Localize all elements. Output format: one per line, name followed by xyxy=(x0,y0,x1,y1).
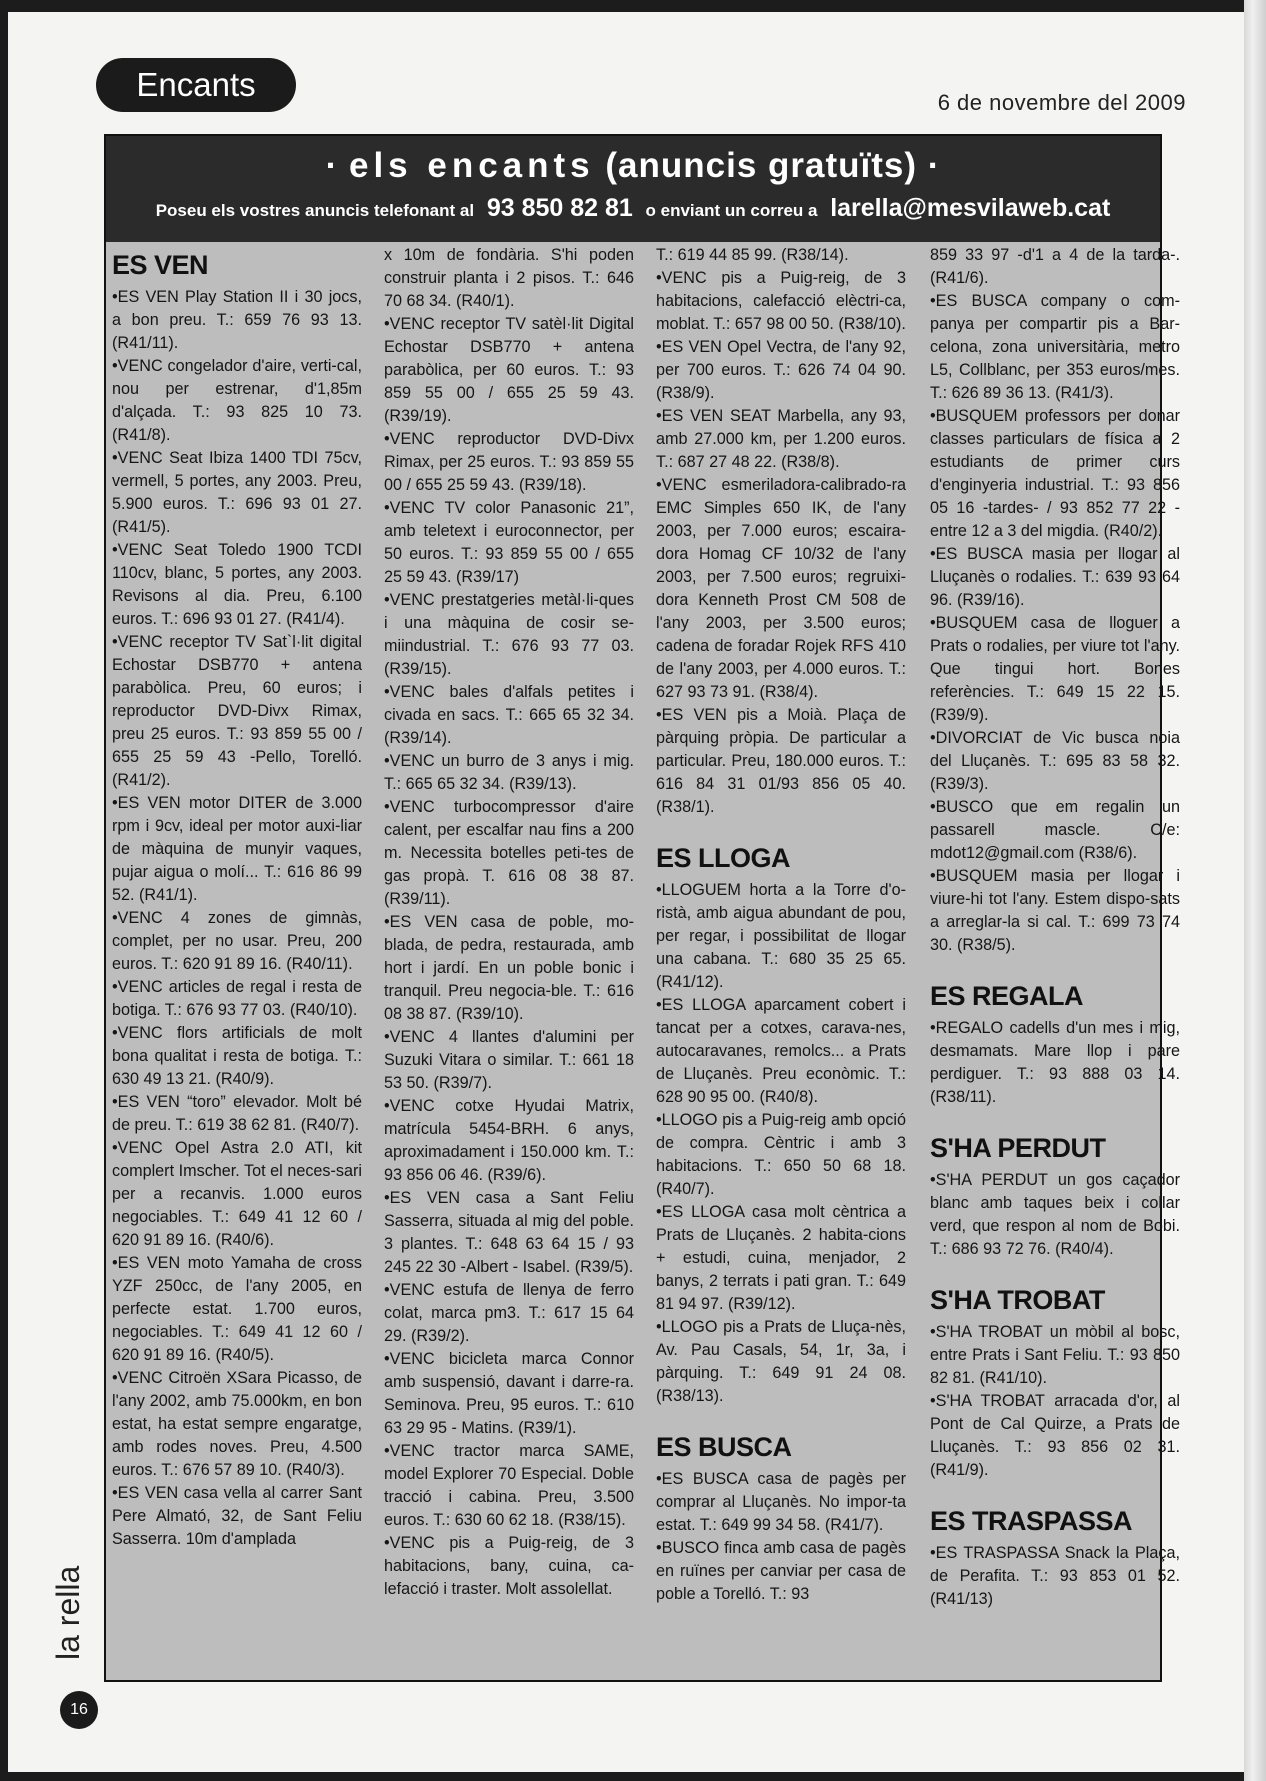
classified-ad: •BUSQUEM casa de lloguer a Prats o rodalies, per viure tot l'any. Que tingui hort. Bones referències. T.: 649 15 22 15. (R39/9). xyxy=(930,614,1180,724)
classified-ad: •BUSQUEM masia per llogar i viure-hi tot l'any. Estem dispo-sats a arreglar-la si cal. T.: 699 73 74 30. (R38/5). xyxy=(930,867,1180,954)
classified-ad: •VENC receptor TV Sat`l·lit digital Echostar DSB770 + antena parabòlica. Preu, 60 euros; i reproductor DVD-Divx Rimax, preu 25 euros. T.: 93 859 55 00 / 655 25 59 43 -Pello, Torelló. (R41/2). xyxy=(112,633,362,789)
classified-ad: x 10m de fondària. S'hi poden construir planta i 2 pisos. T.: 646 70 68 34. (R40/1). xyxy=(384,246,634,310)
category-heading: ES TRASPASSA xyxy=(930,1506,1133,1536)
classified-ad: •VENC tractor marca SAME, model Explorer 70 Especial. Doble tracció i cabina. Preu, 3.500 euros. T.: 630 60 62 18. (R38/15). xyxy=(384,1442,634,1529)
classified-ad: •VENC estufa de llenya de ferro colat, marca pm3. T.: 617 15 64 29. (R39/2). xyxy=(384,1281,634,1345)
title-main: els encants xyxy=(348,146,595,185)
classified-ad: •VENC articles de regal i resta de botiga. T.: 676 93 77 03. (R40/10). xyxy=(112,978,362,1019)
classified-ad: •S'HA TROBAT arracada d'or, al Pont de Cal Quirze, a Prats de Lluçanès. T.: 93 856 02 31. (R41/9). xyxy=(930,1392,1180,1479)
classified-ad: •VENC 4 llantes d'alumini per Suzuki Vitara o similar. T.: 661 18 53 50. (R39/7). xyxy=(384,1028,634,1092)
classified-ad: •VENC TV color Panasonic 21”, amb teletext i euroconnector, per 50 euros. T.: 93 859 55 00 / 655 25 59 43. (R39/17) xyxy=(384,499,634,586)
classified-ad: •BUSCO que em regalin un passarell mascle. C/e: mdot12@gmail.com (R38/6). xyxy=(930,798,1180,862)
classified-ad: •ES VEN Play Station II i 30 jocs, a bon preu. T.: 659 76 93 13. (R41/11). xyxy=(112,288,362,352)
section-spacer xyxy=(656,819,906,837)
classified-ad: •VENC un burro de 3 anys i mig. T.: 665 65 32 34. (R39/13). xyxy=(384,752,634,793)
ads-column-1 xyxy=(112,244,362,1551)
classified-ad: •ES VEN casa de poble, mo-blada, de pedra, restaurada, amb hort i jardí. En un poble bonic i tranquil. Preu negocia-ble. T.: 616 08 38 87. (R39/10). xyxy=(384,913,634,1023)
classified-ad: •LLOGO pis a Puig-reig amb opció de compra. Cèntric i amb 3 habitacions. T.: 650 50 68 18. (R40/7). xyxy=(656,1111,906,1198)
page-number: 16 xyxy=(60,1691,98,1729)
classified-ad: •VENC bicicleta marca Connor amb suspensió, davant i darre-ra. Seminova. Preu, 95 euros. T.: 610 63 29 95 - Matins. (R39/1). xyxy=(384,1350,634,1437)
classified-ad: •BUSCO finca amb casa de pagès en ruïnes per canviar per casa de poble a Torelló. T.: 93 xyxy=(656,1539,906,1603)
classified-ad: •ES VEN SEAT Marbella, any 93, amb 27.000 km, per 1.200 euros. T.: 687 27 48 22. (R38/8). xyxy=(656,407,906,471)
section-spacer xyxy=(930,1482,1180,1500)
classified-ad: •ES VEN casa a Sant Feliu Sasserra, situada al mig del poble. 3 plantes. T.: 648 63 64 15 / 93 245 22 30 -Albert - Isabel. (R39/5). xyxy=(384,1189,634,1276)
classified-ad: •DIVORCIAT de Vic busca noia del Lluçanès. T.: 695 83 58 32. (R39/3). xyxy=(930,729,1180,793)
ads-column-3 xyxy=(656,244,906,1606)
classified-ad: •VENC reproductor DVD-Divx Rimax, per 25 euros. T.: 93 859 55 00 / 655 25 59 43. (R39/18). xyxy=(384,430,634,494)
classified-ad: •ES BUSCA masia per llogar al Lluçanès o rodalies. T.: 639 93 64 96. (R39/16). xyxy=(930,545,1180,609)
page-edge-shadow xyxy=(1244,0,1266,1781)
classified-ad: •BUSQUEM professors per donar classes particulars de física a 2 estudiants de primer curs d'enginyeria industrial. T.: 93 856 05 16 -tardes- / 93 852 77 22 -entre 12 a 3 del migdia. (R40/2). xyxy=(930,407,1180,540)
banner-subtitle xyxy=(106,194,1160,223)
title-dot-left: · xyxy=(325,146,339,185)
classified-ad: •VENC Citroën XSara Picasso, de l'any 2002, amb 75.000km, en bon estat, ha estat sempre engaratge, amb rodes noves. Preu, 4.500 euros. T.: 676 57 89 10. (R40/3). xyxy=(112,1369,362,1479)
classified-ad: •ES VEN “toro” elevador. Molt bé de preu. T.: 619 38 62 81. (R40/7). xyxy=(112,1093,362,1134)
classified-ad: •S'HA PERDUT un gos caçador blanc amb taques beix i collar verd, que respon al nom de Bobi. T.: 686 93 72 76. (R40/4). xyxy=(930,1171,1180,1258)
classified-ad: •VENC congelador d'aire, verti-cal, nou per estrenar, d'1,85m d'alçada. T.: 93 825 10 73. (R41/8). xyxy=(112,357,362,444)
title-dot-right: · xyxy=(927,146,941,185)
classified-ad: •LLOGUEM horta a la Torre d'o-ristà, amb aigua abundant de pou, per regar, i possibilitat de llogar una cabana. T.: 680 35 25 65. (R41/12). xyxy=(656,881,906,991)
classified-ad: •VENC turbocompressor d'aire calent, per escalfar nau fins a 200 m. Necessita botelles peti-tes de gas propà. T. 616 08 38 87. (R39/11). xyxy=(384,798,634,908)
ads-column-4 xyxy=(930,244,1180,1611)
classified-ad: •VENC Opel Astra 2.0 ATI, kit complert Imscher. Tot el neces-sari per a recanvis. 1.000 euros negociables. T.: 649 41 12 60 / 620 91 89 16. (R40/6). xyxy=(112,1139,362,1249)
contact-phone: 93 850 82 81 xyxy=(486,194,633,222)
category-heading: S'HA PERDUT xyxy=(930,1133,1106,1163)
classified-ad: •VENC receptor TV satèl·lit Digital Echostar DSB770 + antena parabòlica, per 60 euros. T.: 93 859 55 00 / 655 25 59 43. (R39/19). xyxy=(384,315,634,425)
classified-ad: •S'HA TROBAT un mòbil al bosc, entre Prats i Sant Feliu. T.: 93 850 82 81. (R41/10). xyxy=(930,1323,1180,1387)
classified-ad: •VENC bales d'alfals petites i civada en sacs. T.: 665 65 32 34. (R39/14). xyxy=(384,683,634,747)
issue-date: 6 de novembre del 2009 xyxy=(937,90,1186,115)
section-spacer xyxy=(930,957,1180,975)
classifieds-panel xyxy=(104,134,1180,1682)
classified-ad: •ES VEN pis a Moià. Plaça de pàrquing pròpia. De particular a particular. Preu, 180.000 euros. T.: 616 84 31 01/93 856 05 40. (R38/1). xyxy=(656,706,906,816)
section-spacer xyxy=(656,1408,906,1426)
category-heading: S'HA TROBAT xyxy=(930,1285,1105,1315)
magazine-brand: la rella xyxy=(50,1565,86,1660)
classified-ad: •ES VEN casa vella al carrer Sant Pere Almató, 32, de Sant Feliu Sasserra. 10m d'amplada xyxy=(112,1484,362,1548)
classified-ad: •ES BUSCA company o com-panya per compartir pis a Bar-celona, zona universitària, metro L5, Collblanc, per 353 euros/mes. T.: 626 89 36 13. (R41/3). xyxy=(930,292,1180,402)
section-spacer xyxy=(930,1109,1180,1127)
classified-ad: •VENC Seat Toledo 1900 TCDI 110cv, blanc, 5 portes, any 2003. Revisons al dia. Preu, 6.100 euros. T.: 696 93 01 27. (R41/4). xyxy=(112,541,362,628)
classified-ad: •VENC cotxe Hyudai Matrix, matrícula 5454-BRH. 6 anys, aproximadament i 150.000 km. T.: 93 856 06 46. (R39/6). xyxy=(384,1097,634,1184)
title-rest: (anuncis gratuïts) xyxy=(605,146,918,185)
classified-ad: •VENC pis a Puig-reig, de 3 habitacions, calefacció elèctri-ca, moblat. T.: 657 98 00 50. (R38/10). xyxy=(656,269,906,333)
classified-ad: •ES VEN moto Yamaha de cross YZF 250cc, de l'any 2005, en perfecte estat. 1.700 euros, negociables. T.: 649 41 12 60 / 620 91 89 16. (R40/5). xyxy=(112,1254,362,1364)
section-spacer xyxy=(930,1261,1180,1279)
sub-middle: o enviant un correu a xyxy=(645,201,818,220)
category-heading: ES REGALA xyxy=(930,981,1084,1011)
classified-ad: •REGALO cadells d'un mes i mig, desmamats. Mare llop i pare perdiguer. T.: 93 888 03 14. (R38/11). xyxy=(930,1019,1180,1106)
classified-ad: •VENC prestatgeries metàl·li-ques i una màquina de cosir se-miindustrial. T.: 676 93 77 03. (R39/15). xyxy=(384,591,634,678)
classified-ad: •ES LLOGA aparcament cobert i tancat per a cotxes, carava-nes, autocaravanes, remolcs... a Prats de Lluçanès. Preu econòmic. T.: 628 90 95 00. (R40/8). xyxy=(656,996,906,1106)
classified-ad: •ES TRASPASSA Snack la Plaça, de Perafita. T.: 93 853 01 52. (R41/13) xyxy=(930,1544,1180,1608)
classified-ad: •VENC flors artificials de molt bona qualitat i resta de botiga. T.: 630 49 13 21. (R40/9). xyxy=(112,1024,362,1088)
classifieds-banner xyxy=(106,136,1160,242)
category-heading: ES LLOGA xyxy=(656,843,791,873)
classified-ad: •VENC pis a Puig-reig, de 3 habitacions, bany, cuina, ca-lefacció i traster. Molt assolellat. xyxy=(384,1534,634,1598)
classified-ad: •LLOGO pis a Prats de Lluça-nès, Av. Pau Casals, 54, 1r, 3a, i pàrquing. T.: 649 91 24 08. (R38/13). xyxy=(656,1318,906,1405)
category-heading: ES BUSCA xyxy=(656,1432,792,1462)
classified-ad: 859 33 97 -d'1 a 4 de la tarda-. (R41/6). xyxy=(930,246,1180,287)
classified-ad: •ES LLOGA casa molt cèntrica a Prats de Lluçanès. 2 habita-cions + estudi, cuina, menjador, 2 banys, 2 terrats i pati gran. T.: 649 81 94 97. (R39/12). xyxy=(656,1203,906,1313)
ads-column-2 xyxy=(384,244,634,1601)
contact-email: larella@mesvilaweb.cat xyxy=(830,194,1111,222)
classified-ad: •VENC 4 zones de gimnàs, complet, per no usar. Preu, 200 euros. T.: 620 91 89 16. (R40/11). xyxy=(112,909,362,973)
category-heading: ES VEN xyxy=(112,250,209,280)
classified-ad: •VENC Seat Ibiza 1400 TDI 75cv, vermell, 5 portes, any 2003. Preu, 5.900 euros. T.: 696 93 01 27. (R41/5). xyxy=(112,449,362,536)
banner-title xyxy=(106,146,1160,186)
sub-prefix: Poseu els vostres anuncis telefonant al xyxy=(155,201,475,220)
classified-ad: •ES BUSCA casa de pagès per comprar al Lluçanès. No impor-ta estat. T.: 649 99 34 58. (R41/7). xyxy=(656,1470,906,1534)
classified-ad: T.: 619 44 85 99. (R38/14). xyxy=(656,246,849,264)
classified-ad: •VENC esmeriladora-calibrado-ra EMC Simples 650 IK, de l'any 2003, per 7.000 euros; escaira-dora Homag CF 10/32 de l'any 2003, per 7.500 euros; regruixi-dora Kenneth Prost CM 508 de l'any 2003, per 3.500 euros; cadena de foradar Rojek RFS 410 de l'any 2003, per 4.000 euros. T.: 627 93 73 91. (R38/4). xyxy=(656,476,906,701)
classified-ad: •ES VEN Opel Vectra, de l'any 92, per 700 euros. T.: 626 74 04 90. (R38/9). xyxy=(656,338,906,402)
classified-ad: •ES VEN motor DITER de 3.000 rpm i 9cv, ideal per motor auxi-liar de màquina de munyir vaques, pujar aigua o molí... T.: 616 86 99 52. (R41/1). xyxy=(112,794,362,904)
section-label: Encants xyxy=(96,58,296,112)
